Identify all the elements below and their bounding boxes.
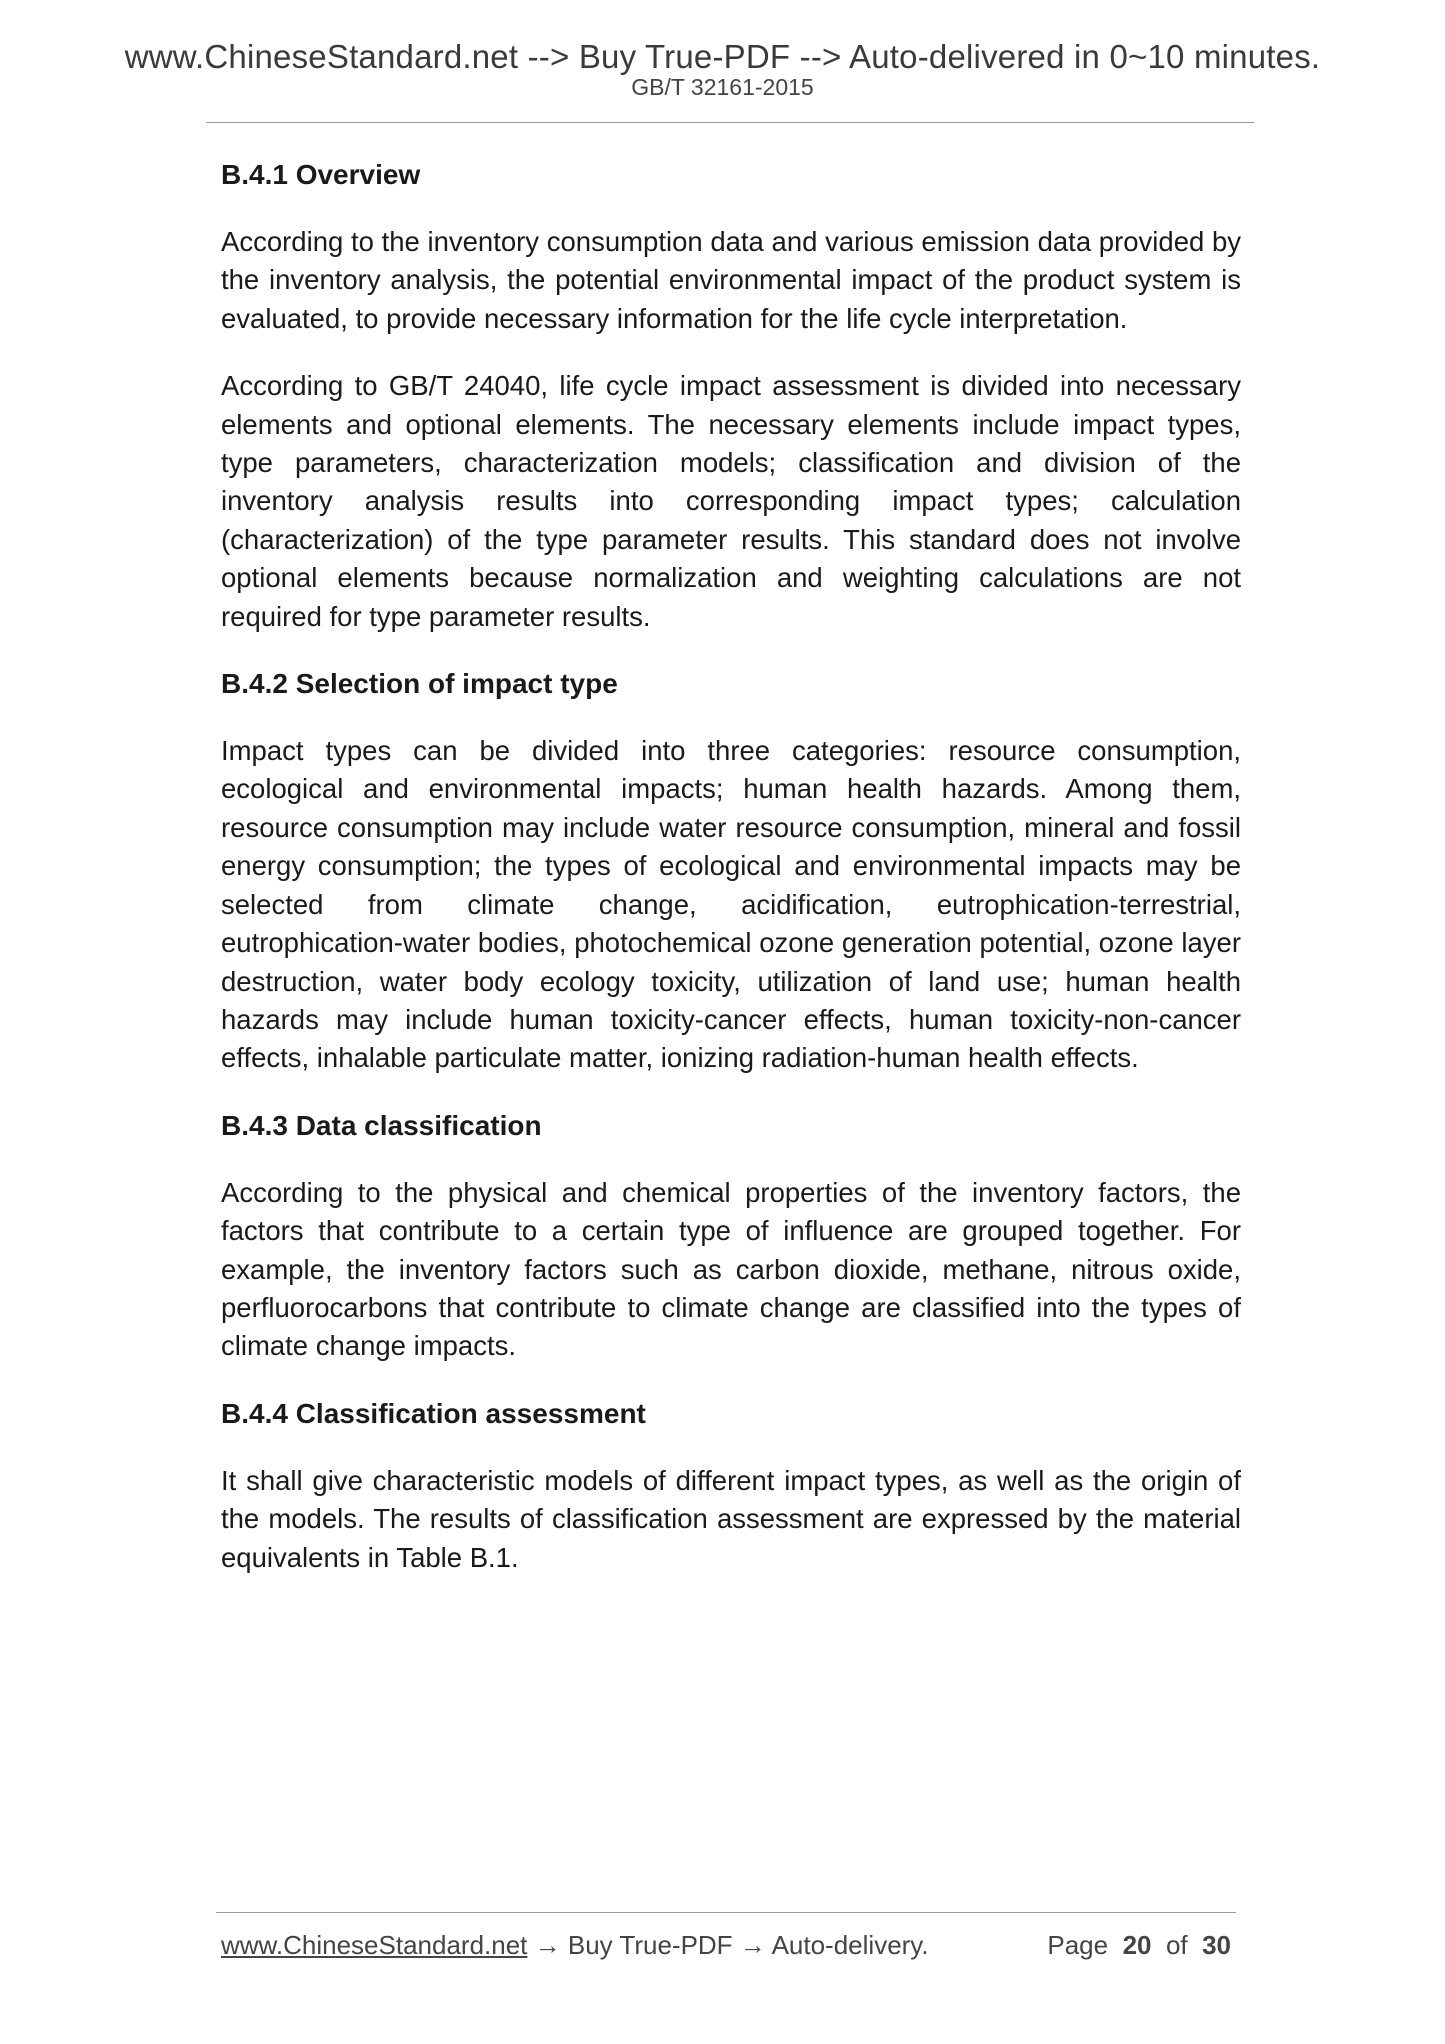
page-indicator: [1047, 1930, 1231, 1961]
section-b44-classification-assessment: [221, 1395, 1241, 1577]
paragraph: According to the inventory consumption data and various emission data provided by the inventory analysis, the potential environmental impact of the product system is evaluated, to provide necessary information for the life cycle interpretation.: [221, 226, 1241, 334]
paragraph: According to the physical and chemical properties of the inventory factors, the factors that contribute to a certain type of influence are grouped together. For example, the inventory factors such as carbon dioxide, methane, nitrous oxide, perfluorocarbons that contribute to climate change are classified into the types of climate change impacts.: [221, 1176, 1241, 1362]
section-b41-overview: [221, 156, 1241, 636]
document-body: [221, 156, 1241, 1606]
page-total: 30: [1202, 1930, 1231, 1960]
section-heading: B.4.3 Data classification: [221, 1109, 542, 1141]
footer-promo-suffix: → Buy True-PDF → Auto-delivery.: [527, 1930, 929, 1960]
section-b42-selection-of-impact-type: [221, 665, 1241, 1078]
section-heading: B.4.2 Selection of impact type: [221, 668, 618, 700]
header-divider: [206, 122, 1254, 123]
paragraph: Impact types can be divided into three categories: resource consumption, ecological and environmental impacts; human health hazards. Among them, resource consumption may include water resource consumption, mineral and fossil energy consumption; the types of ecological and environmental impacts may be selected from climate change, acidification, eutrophication-terrestrial, eutrophication-water bodies, photochemical ozone generation potential, ozone layer destruction, water body ecology toxicity, utilization of land use; human health hazards may include human toxicity-cancer effects, human toxicity-non-cancer effects, inhalable particulate matter, ionizing radiation-human health effects.: [221, 735, 1241, 1074]
site-banner: www.ChineseStandard.net --> Buy True-PDF --> Auto-delivered in 0~10 minutes.: [124, 38, 1321, 75]
section-heading: B.4.4 Classification assessment: [221, 1397, 646, 1429]
site-link[interactable]: www.ChineseStandard.net: [221, 1930, 528, 1960]
section-b43-data-classification: [221, 1107, 1241, 1366]
section-heading: B.4.1 Overview: [221, 159, 421, 190]
footer-divider: [216, 1912, 1236, 1913]
page-number: 20: [1122, 1930, 1152, 1960]
page-label: Page: [1047, 1930, 1109, 1960]
footer-promo: [221, 1930, 929, 1961]
paragraph: According to GB/T 24040, life cycle impact assessment is divided into necessary elements and optional elements. The necessary elements include impact types, type parameters, characterization models; classification and division of the inventory analysis results into corresponding impact types; calculation (characterization) of the type parameter results. This standard does not involve optional elements because normalization and weighting calculations are not required for type parameter results.: [221, 370, 1241, 632]
page-footer: [221, 1930, 1231, 1970]
of-label: of: [1165, 1930, 1188, 1960]
standard-code: GB/T 32161-2015: [631, 74, 814, 100]
paragraph: It shall give characteristic models of different impact types, as well as the origin of the models. The results of classification assessment are expressed by the material equivalents in Table B.1.: [221, 1464, 1241, 1573]
